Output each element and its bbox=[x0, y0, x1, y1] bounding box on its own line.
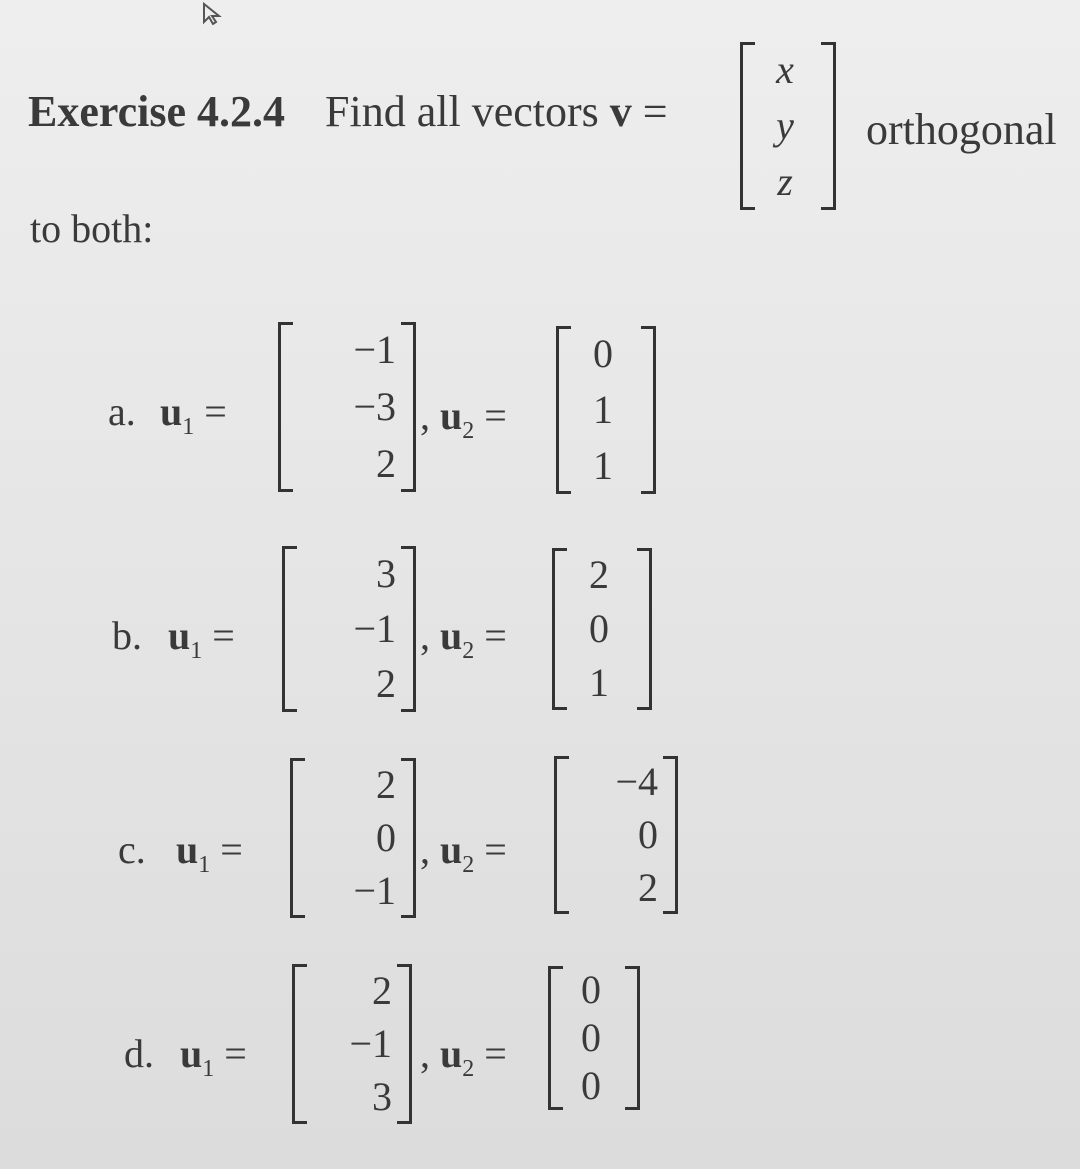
matrix-entry: −1 bbox=[353, 605, 396, 651]
part-label-a: a. bbox=[108, 389, 136, 434]
matrix-entry: 2 bbox=[376, 761, 396, 807]
matrix-entry: −3 bbox=[353, 383, 396, 429]
matrix-entry: 2 bbox=[376, 661, 396, 707]
u2-vector-c bbox=[554, 756, 678, 914]
u2-vector-b bbox=[552, 548, 652, 710]
u2-vector-d bbox=[548, 966, 640, 1110]
u1-label: $u_1$ = bbox=[180, 1031, 247, 1082]
exercise-prompt: Find all vectors bbox=[325, 87, 599, 136]
u1-vector-c bbox=[290, 758, 416, 918]
u1-label: $u_1$ = bbox=[176, 827, 243, 878]
matrix-entry: −4 bbox=[615, 759, 658, 805]
part-label-b: b. bbox=[112, 613, 142, 658]
u2-label: , $u_2$ = bbox=[420, 613, 507, 664]
part-label-c: c. bbox=[118, 827, 146, 872]
matrix-entry: 2 bbox=[638, 864, 658, 910]
vector-v-entry: y bbox=[776, 103, 794, 148]
matrix-entry: 1 bbox=[593, 443, 613, 488]
matrix-entry: 0 bbox=[589, 606, 609, 651]
vector-v-entry: z bbox=[777, 159, 793, 204]
matrix-entry: 1 bbox=[593, 387, 613, 432]
vector-v-entry: x bbox=[776, 47, 794, 92]
u1-vector-d bbox=[292, 964, 412, 1124]
u1-vector-a bbox=[278, 322, 416, 492]
matrix-entry: 2 bbox=[372, 967, 392, 1013]
matrix-entry: 2 bbox=[589, 552, 609, 597]
u1-label: $u_1$ = bbox=[168, 613, 235, 664]
matrix-entry: −1 bbox=[349, 1020, 392, 1066]
mouse-pointer-icon bbox=[200, 0, 228, 26]
matrix-entry: 0 bbox=[581, 967, 601, 1012]
exercise-heading bbox=[28, 86, 668, 137]
orthogonal-text: orthogonal bbox=[866, 105, 1057, 154]
u2-label: , $u_2$ = bbox=[420, 393, 507, 444]
matrix-entry: −1 bbox=[353, 868, 396, 914]
matrix-entry: 0 bbox=[581, 1063, 601, 1108]
u1-label: $u_1$ = bbox=[160, 389, 227, 440]
vector-v-matrix bbox=[740, 42, 836, 210]
exercise-label: Exercise 4.2.4 bbox=[28, 87, 286, 136]
part-label-d: d. bbox=[124, 1031, 154, 1076]
u2-label: , $u_2$ = bbox=[420, 1031, 507, 1082]
matrix-entry: 3 bbox=[376, 550, 396, 596]
u2-label: , $u_2$ = bbox=[420, 827, 507, 878]
vector-symbol: v bbox=[609, 87, 632, 136]
matrix-entry: 0 bbox=[376, 814, 396, 860]
u2-vector-a bbox=[556, 326, 656, 494]
matrix-entry: 2 bbox=[376, 440, 396, 486]
matrix-entry: 0 bbox=[581, 1015, 601, 1060]
matrix-entry: 3 bbox=[372, 1074, 392, 1120]
matrix-entry: 0 bbox=[638, 811, 658, 857]
matrix-entry: −1 bbox=[353, 327, 396, 373]
matrix-entry: 1 bbox=[589, 660, 609, 705]
matrix-entry: 0 bbox=[593, 331, 613, 376]
u1-vector-b bbox=[282, 546, 416, 712]
equals-sign: = bbox=[642, 87, 668, 136]
to-both-text: to both: bbox=[30, 206, 154, 251]
